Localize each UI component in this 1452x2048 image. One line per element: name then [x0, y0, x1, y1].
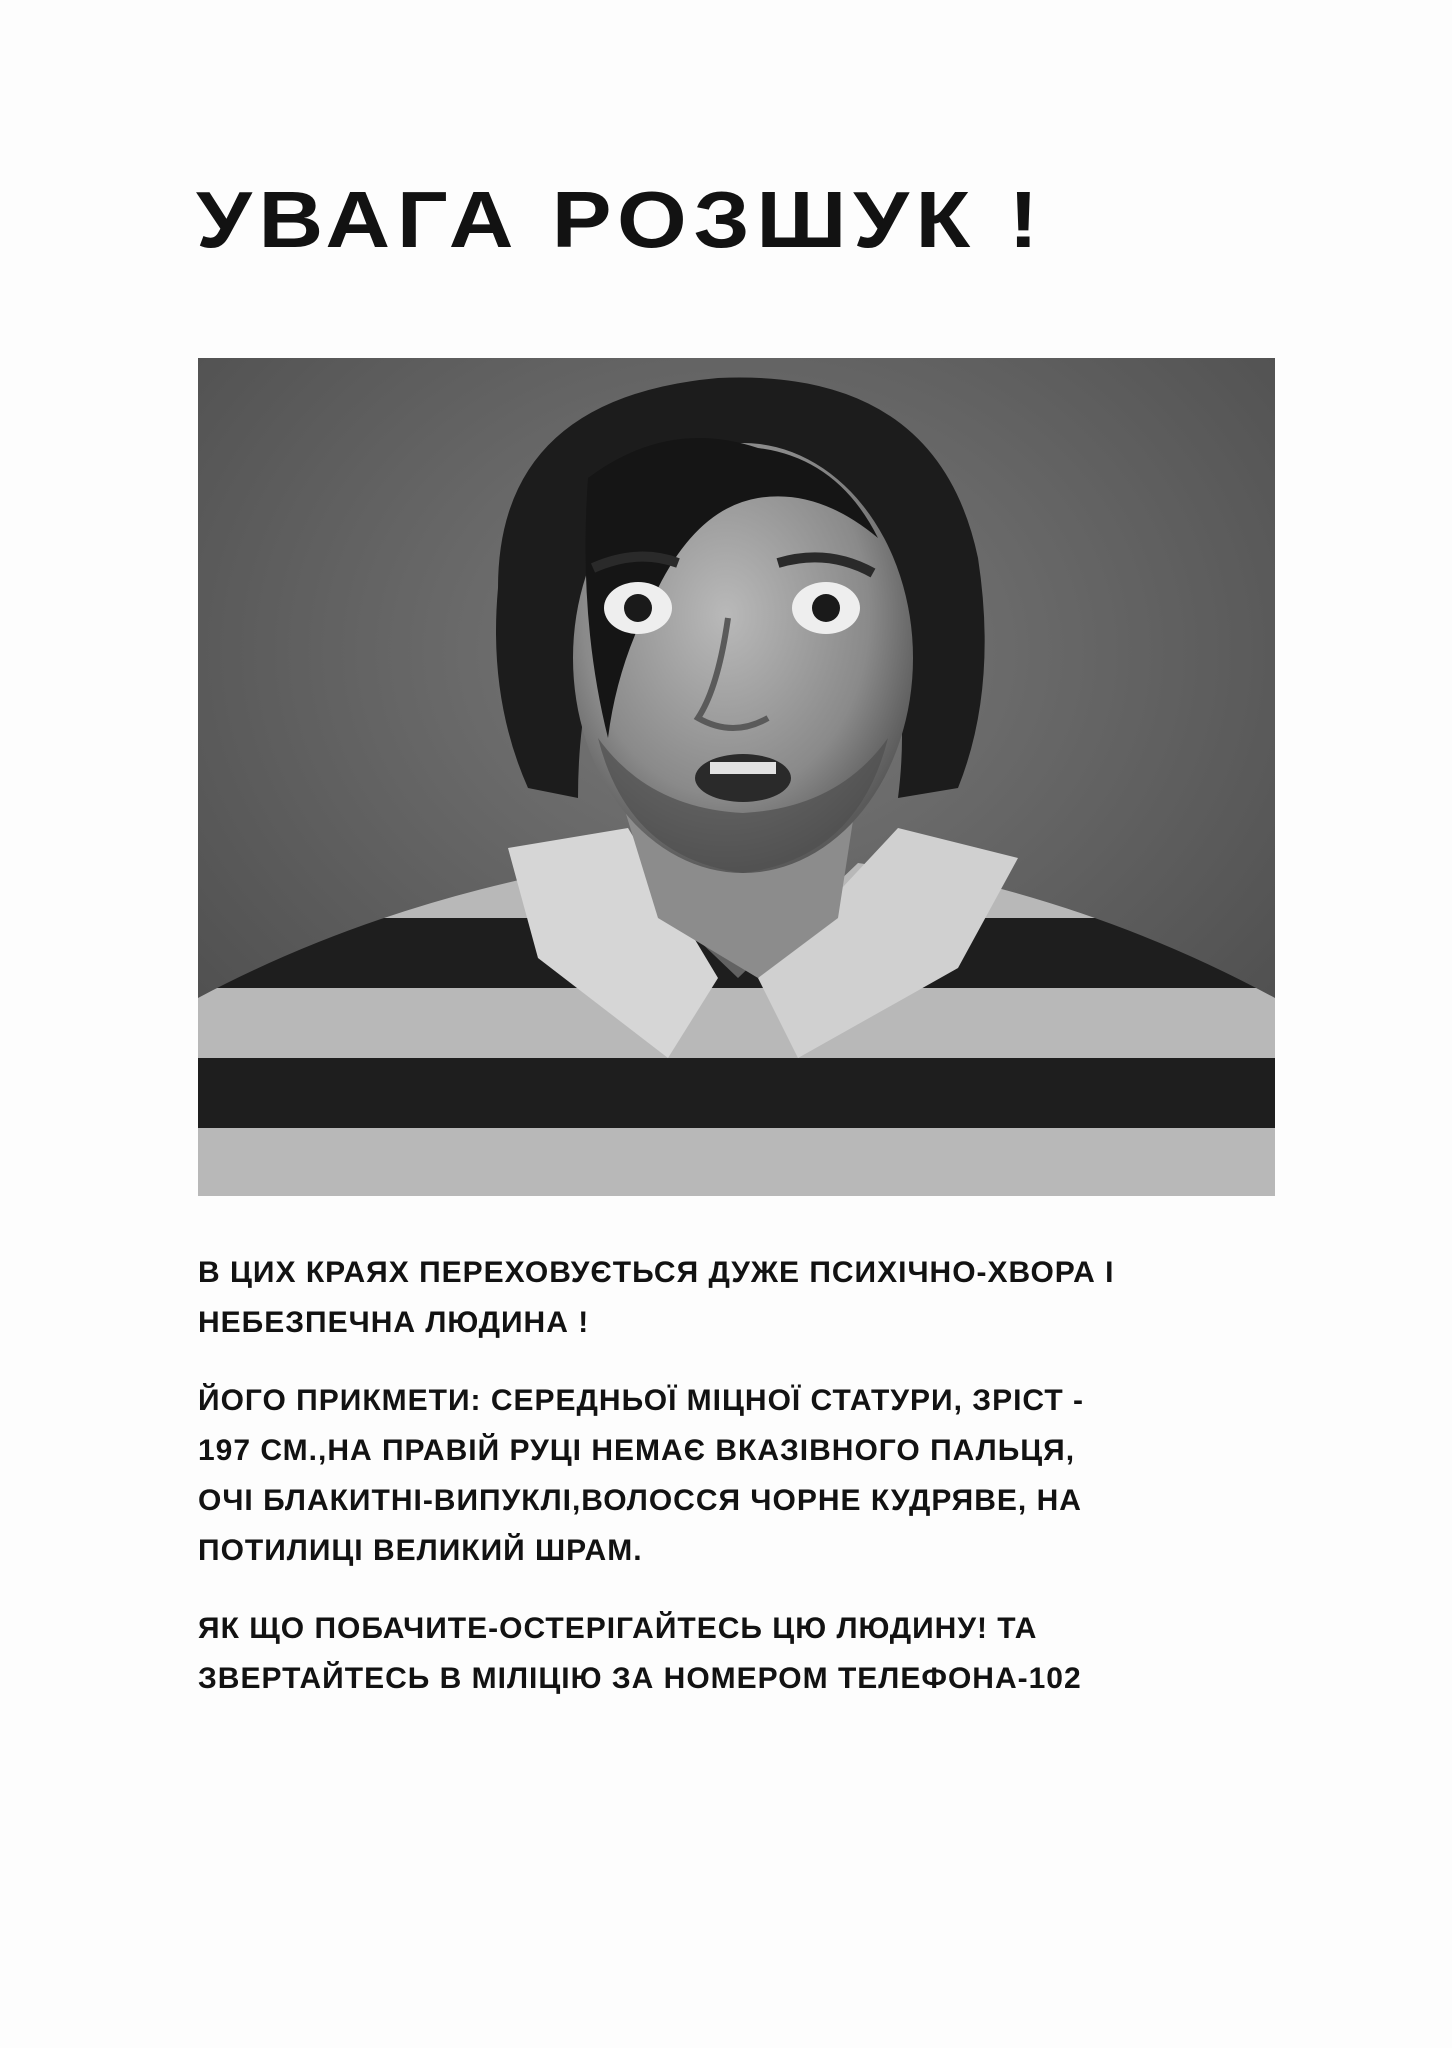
poster-body [198, 1248, 1338, 1732]
poster-title: УВАГА РОЗШУК ! [196, 175, 1046, 264]
description-line-2: 197 СМ.,НА ПРАВІЙ РУЦІ НЕМАЄ ВКАЗІВНОГО ПАЛЬЦЯ, [198, 1434, 1076, 1467]
warning-line-2: НЕБЕЗПЕЧНА ЛЮДИНА ! [198, 1306, 590, 1339]
contact-paragraph [198, 1604, 1338, 1704]
contact-line-1: ЯК ЩО ПОБАЧИТЕ-ОСТЕРІГАЙТЕСЬ ЦЮ ЛЮДИНУ! ТА [198, 1612, 1038, 1645]
contact-line-2: ЗВЕРТАЙТЕСЬ В МІЛІЦІЮ ЗА НОМЕРОМ ТЕЛЕФОНА-102 [198, 1662, 1082, 1695]
warning-line-1: В ЦИХ КРАЯХ ПЕРЕХОВУЄТЬСЯ ДУЖЕ ПСИХІЧНО-ХВОРА І [198, 1256, 1115, 1289]
description-line-4: ПОТИЛИЦІ ВЕЛИКИЙ ШРАМ. [198, 1534, 643, 1567]
warning-paragraph [198, 1248, 1338, 1348]
suspect-photo-image [198, 358, 1275, 1196]
description-paragraph [198, 1376, 1338, 1576]
scan-artifact [1400, 4, 1430, 10]
description-line-1: ЙОГО ПРИКМЕТИ: СЕРЕДНЬОЇ МІЦНОЇ СТАТУРИ, ЗРІСТ - [198, 1384, 1084, 1417]
description-line-3: ОЧІ БЛАКИТНІ-ВИПУКЛІ,ВОЛОССЯ ЧОРНЕ КУДРЯВЕ, НА [198, 1484, 1082, 1517]
suspect-photo [198, 358, 1275, 1196]
